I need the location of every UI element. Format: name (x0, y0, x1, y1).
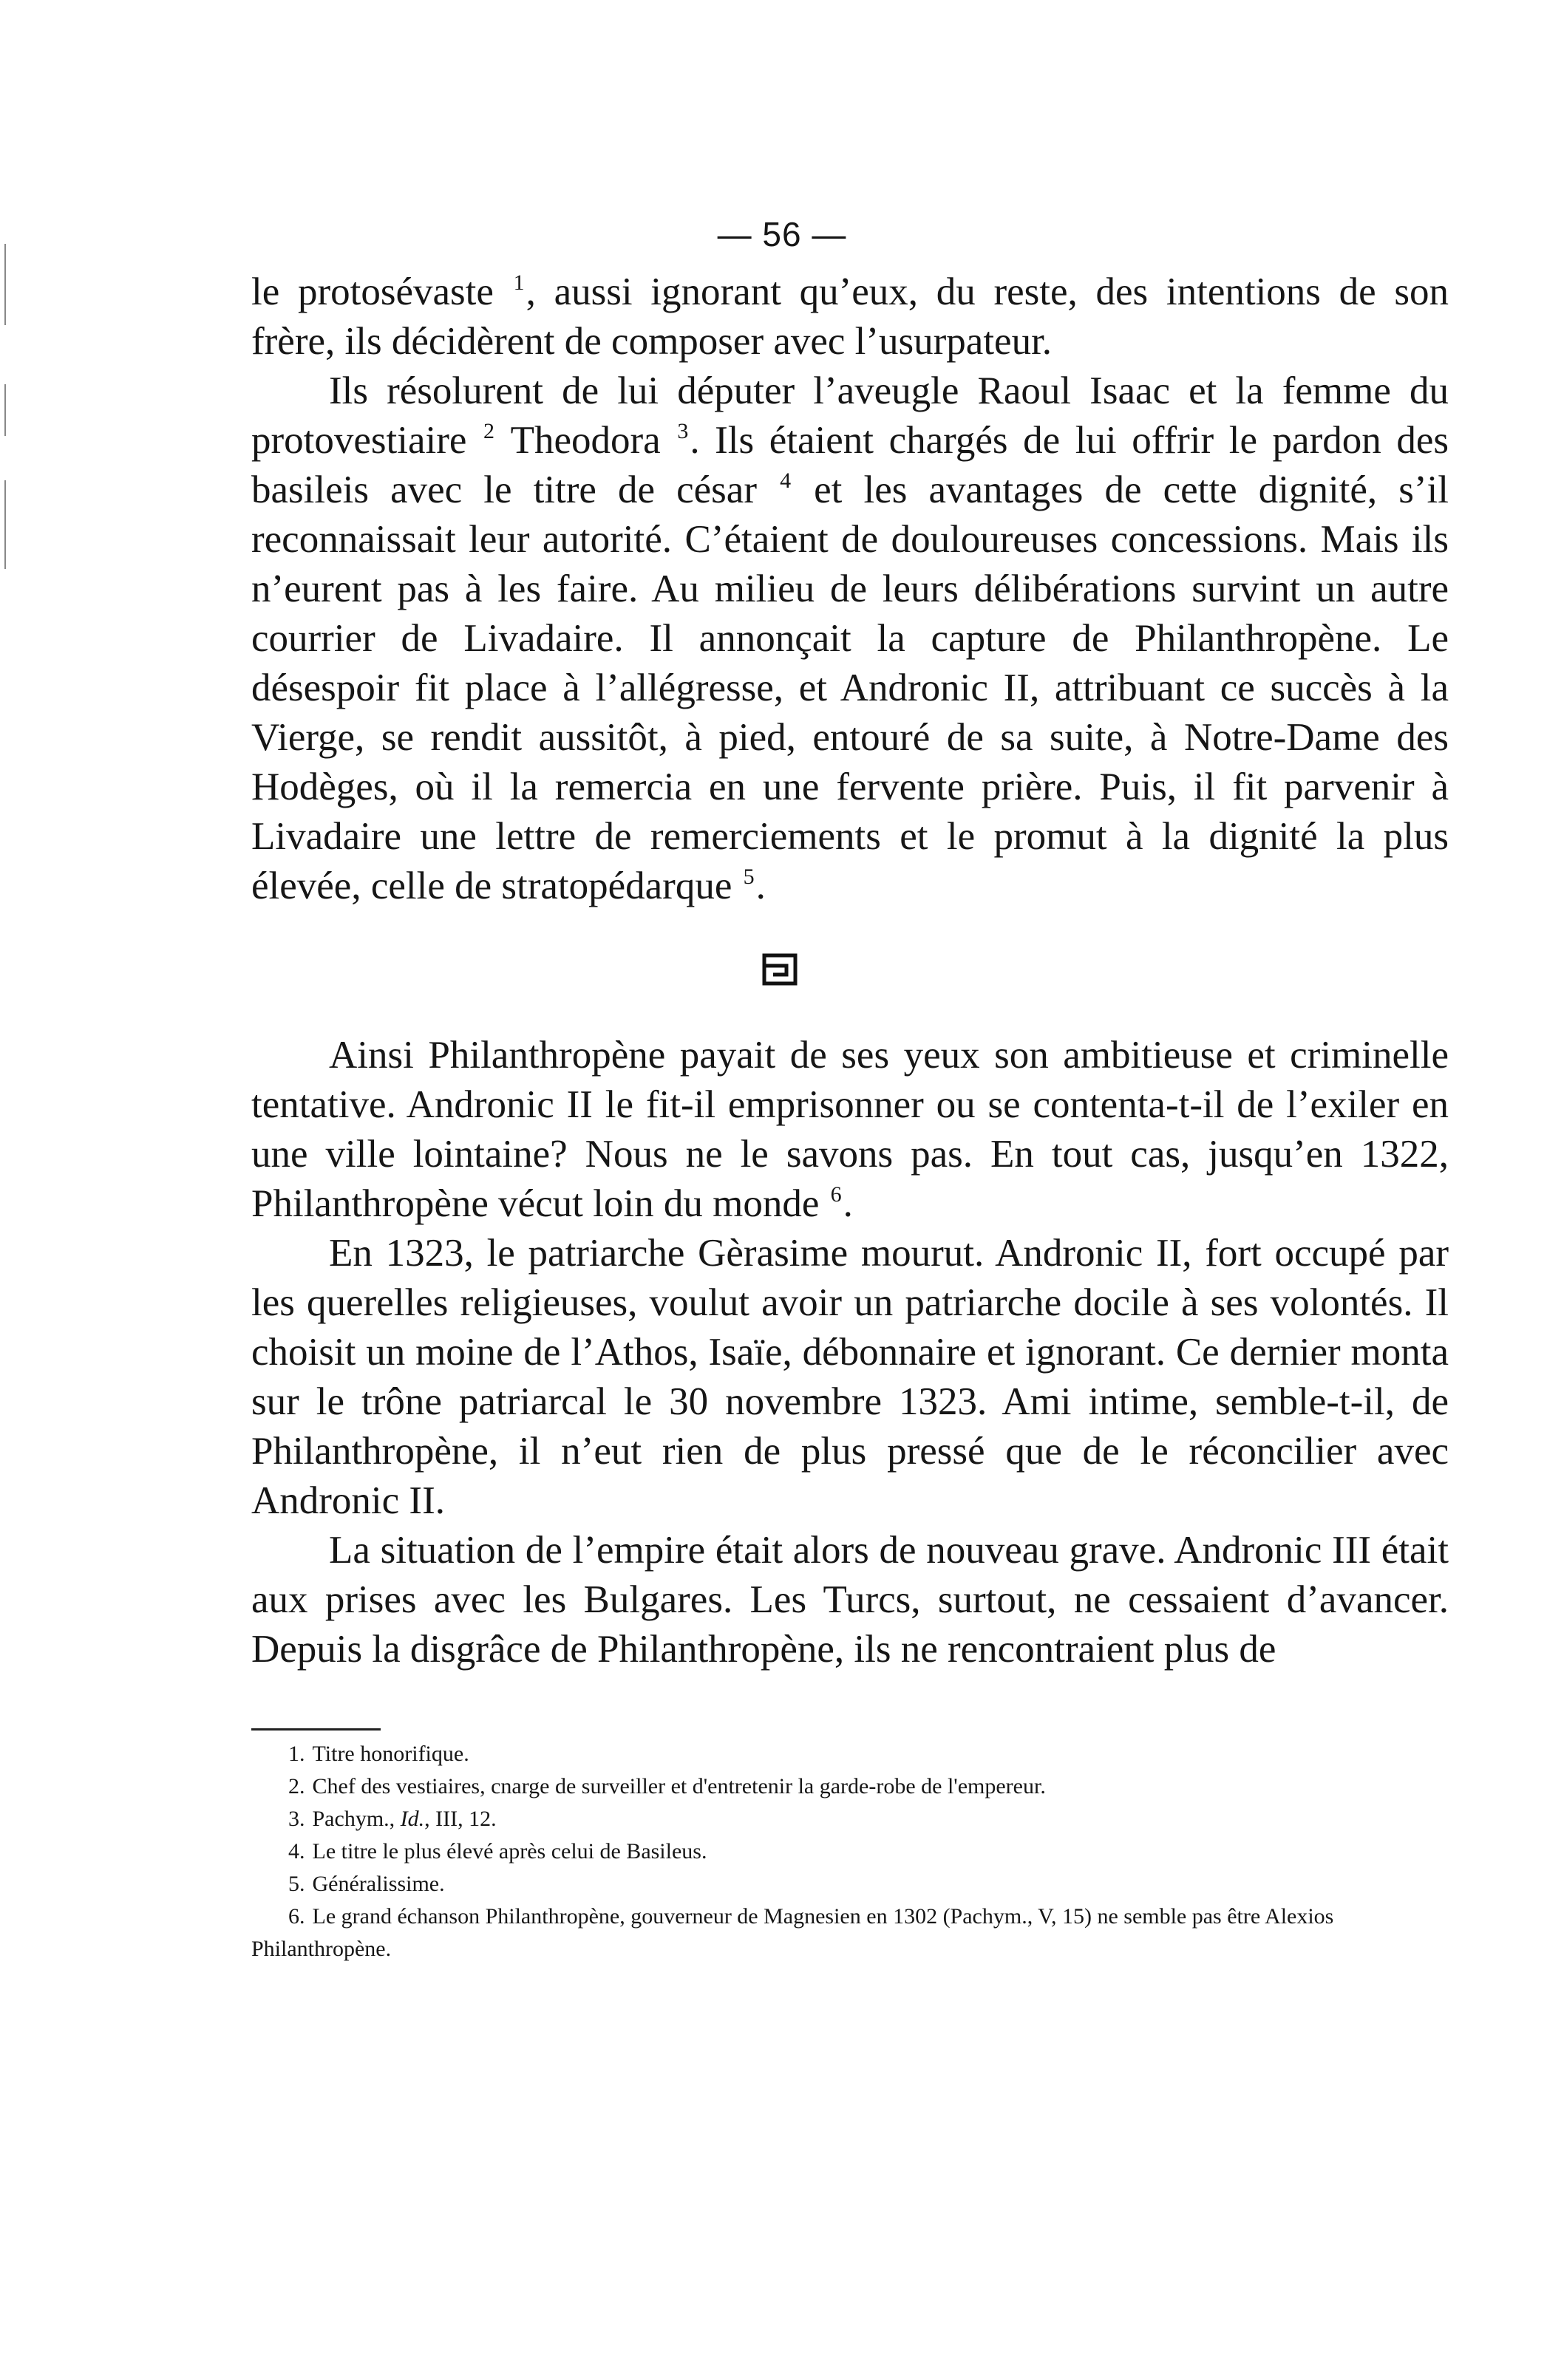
page-number: — 56 — (717, 215, 847, 253)
body-text-bottom (251, 1031, 1449, 1674)
footnote (251, 1835, 1449, 1868)
footnote-reference: 1 (513, 270, 525, 295)
text-run: Chef des vestiaires, cnarge de surveiller et d'entretenir la garde-robe de l'empereur. (312, 1774, 1046, 1798)
footnote (251, 1770, 1449, 1803)
footnote-number: 1. (288, 1742, 305, 1766)
paragraph (251, 1526, 1449, 1674)
footnote (251, 1803, 1449, 1835)
text-run: En 1323, le patriarche Gèrasime mourut. Andronic II, fort occupé par les querelles religieuses, voulut avoir un patriarche docile à ses volontés. Il choisit un moine de l’Athos, Isaïe, débonnaire et ignorant. Ce dernier monta sur le trône patriarcal le 30 novembre 1323. Ami intime, semble-t-il, de Philanthropène, il n’eut rien de plus pressé que de le réconcilier avec Andronic II. (251, 1232, 1449, 1522)
section-ornament-icon (762, 953, 798, 986)
paragraph (251, 366, 1449, 911)
text-run: Le titre le plus élevé après celui de Basileus. (312, 1839, 707, 1864)
footnote-number: 5. (288, 1872, 305, 1896)
paragraph (251, 1031, 1449, 1229)
footnote-reference: 6 (830, 1182, 842, 1207)
text-run: Theodora (496, 419, 676, 462)
text-run: Le grand échanson Philanthropène, gouverneur de Magnesien en 1302 (Pachym., V, 15) ne semble pas être Alexios Philanthropène. (251, 1904, 1334, 1961)
footnote (251, 1738, 1449, 1770)
text-run: et les avantages de cette dignité, s’il reconnaissait leur autorité. C’étaient de douloureuses concessions. Mais ils n’eurent pas à les faire. Au milieu de leurs délibérations survint un autre courrier de Livadaire. Il annonçait la capture de Philanthropène. Le désespoir fit place à l’allégresse, et Andronic II, attribuant ce succès à la Vierge, se rendit aussitôt, à pied, entouré de sa suite, à Notre-Dame des Hodèges, où il la remercia en une fervente prière. Puis, il fit parvenir à Livadaire une lettre de remerciements et le promut à la dignité la plus élevée, celle de stratopédarque (251, 468, 1449, 907)
text-run: . (755, 865, 766, 907)
footnote-number: 3. (288, 1807, 305, 1831)
text-run: . (843, 1182, 853, 1225)
footnote-reference: 5 (743, 865, 755, 889)
footnote-number: 6. (288, 1904, 305, 1929)
italic-text: Id. (400, 1807, 425, 1831)
footnote-divider (251, 1728, 381, 1731)
footnote-number: 4. (288, 1839, 305, 1864)
text-run: Ainsi Philanthropène payait de ses yeux son ambitieuse et criminelle tentative. Andronic II le fit-il emprisonner ou se contenta-t-il de l’exiler en une ville lointaine? Nous ne le savons pas. En tout cas, jusqu’en 1322, Philanthropène vécut loin du monde (251, 1034, 1449, 1225)
footnote-reference: 3 (677, 419, 689, 443)
scan-edge-mark (4, 384, 6, 436)
text-run: . Ils étaient chargés de lui offrir le pardon des basileis avec le titre de césar (251, 419, 1449, 511)
footnote-reference: 4 (780, 468, 792, 493)
text-run: Généralissime. (312, 1872, 445, 1896)
paragraph (251, 1229, 1449, 1526)
body-text-top (251, 267, 1449, 911)
text-run: le protosévaste (251, 270, 512, 313)
text-run: , III, 12. (424, 1807, 497, 1831)
text-run: La situation de l’empire était alors de nouveau grave. Andronic III était aux prises avec les Bulgares. Les Turcs, surtout, ne cessaient d’avancer. Depuis la disgrâce de Philanthropène, ils ne rencontraient plus de (251, 1529, 1449, 1671)
text-run: Titre honorifique. (312, 1742, 469, 1766)
text-run: Pachym., (312, 1807, 401, 1831)
footnote (251, 1900, 1449, 1965)
footnote (251, 1868, 1449, 1900)
scan-edge-mark (4, 244, 6, 325)
footnote-number: 2. (288, 1774, 305, 1798)
text-run: Ils résolurent de lui députer l’aveugle Raoul Isaac et la femme du protovestiaire (251, 369, 1449, 462)
footnote-reference: 2 (483, 419, 494, 443)
scan-edge-mark (4, 480, 6, 569)
text-run: , aussi ignorant qu’eux, du reste, des intentions de son frère, ils décidèrent de composer avec l’usurpateur. (251, 270, 1449, 363)
paragraph (251, 267, 1449, 366)
footnotes (251, 1738, 1449, 1965)
